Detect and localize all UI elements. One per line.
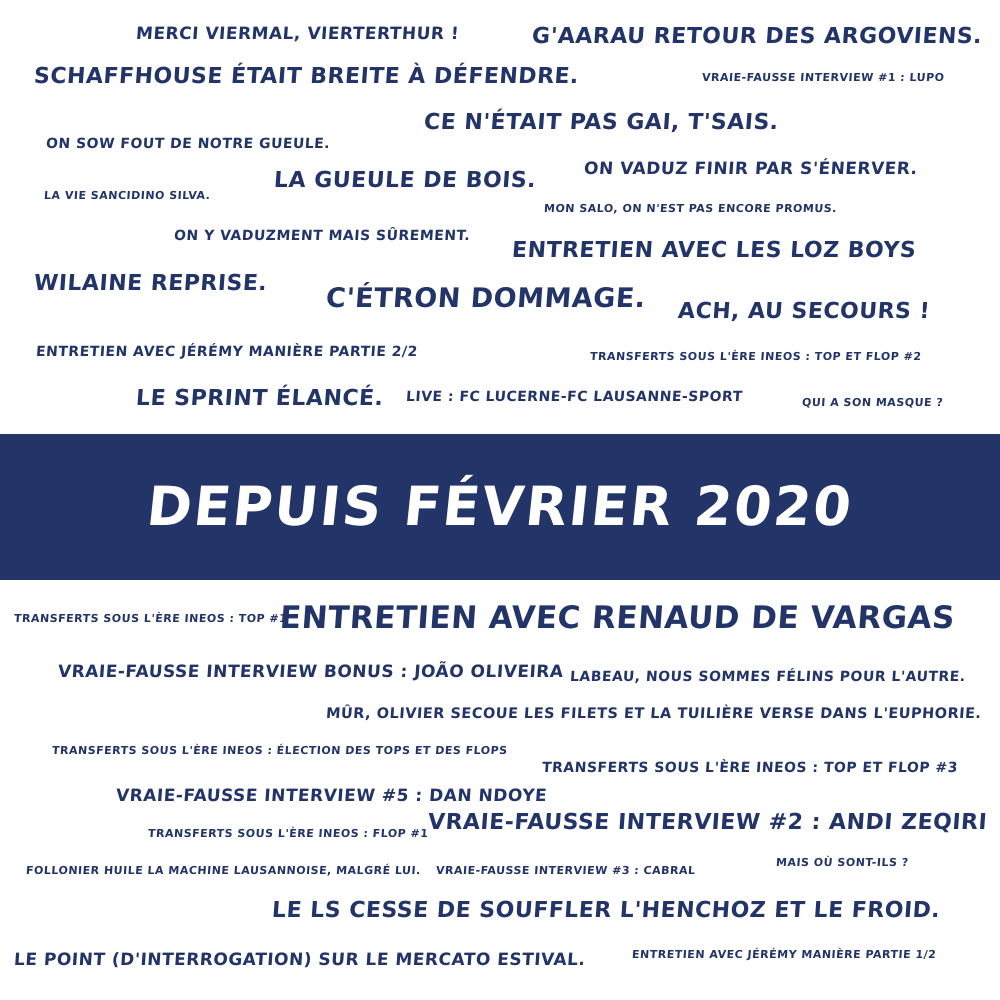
phrase-gaarau: G'AARAU RETOUR DES ARGOVIENS. bbox=[531, 24, 983, 49]
phrase-flop-1: TRANSFERTS SOUS L'ÈRE INEOS : FLOP #1 bbox=[147, 827, 429, 840]
phrase-pas-gai: CE N'ÉTAIT PAS GAI, T'SAIS. bbox=[423, 110, 780, 135]
phrase-sancidino: LA VIE SANCIDINO SILVA. bbox=[43, 189, 211, 202]
phrase-top-flop-2: TRANSFERTS SOUS L'ÈRE INEOS : TOP ET FLOP #2 bbox=[589, 350, 922, 363]
phrase-labeau: LABEAU, NOUS SOMMES FÉLINS POUR L'AUTRE. bbox=[569, 669, 967, 685]
phrase-mon-salo: MON SALO, ON N'EST PAS ENCORE PROMUS. bbox=[543, 202, 838, 215]
phrase-sow-fout: ON SOW FOUT DE NOTRE GUEULE. bbox=[45, 136, 331, 152]
phrase-top-1: TRANSFERTS SOUS L'ÈRE INEOS : TOP #1 bbox=[13, 612, 288, 625]
phrase-maniere-2-2: ENTRETIEN AVEC JÉRÉMY MANIÈRE PARTIE 2/2 bbox=[35, 344, 419, 360]
phrase-schaffhouse: SCHAFFHOUSE ÉTAIT BREITE À DÉFENDRE. bbox=[33, 64, 580, 89]
phrase-mercato: LE POINT (D'INTERROGATION) SUR LE MERCATO ESTIVAL. bbox=[13, 950, 587, 970]
phrase-top-flop-3: TRANSFERTS SOUS L'ÈRE INEOS : TOP ET FLOP #3 bbox=[541, 760, 959, 776]
phrase-renaud-de-vargas: ENTRETIEN AVEC RENAUD DE VARGAS bbox=[278, 600, 957, 636]
phrase-merci-viermal: MERCI VIERMAL, VIERTERTHUR ! bbox=[135, 24, 460, 44]
phrase-mur-olivier: MÛR, OLIVIER SECOUE LES FILETS ET LA TUILIÈRE VERSE DANS L'EUPHORIE. bbox=[325, 706, 983, 722]
phrase-interview-3: VRAIE-FAUSSE INTERVIEW #3 : CABRAL bbox=[435, 864, 696, 877]
phrase-follonier: FOLLONIER HUILE LA MACHINE LAUSANNOISE, MALGRÉ LUI. bbox=[25, 864, 422, 877]
phrase-interview-1-lupo: VRAIE-FAUSSE INTERVIEW #1 : LUPO bbox=[701, 71, 945, 84]
phrase-henchoz: LE LS CESSE DE SOUFFLER L'HENCHOZ ET LE FROID. bbox=[271, 898, 942, 923]
phrase-interview-5: VRAIE-FAUSSE INTERVIEW #5 : DAN NDOYE bbox=[115, 786, 548, 806]
phrase-loz-boys: ENTRETIEN AVEC LES LOZ BOYS bbox=[511, 238, 918, 263]
phrase-interview-2: VRAIE-FAUSSE INTERVIEW #2 : ANDI ZEQIRI bbox=[427, 810, 988, 835]
phrase-wilaine: WILAINE REPRISE. bbox=[33, 271, 269, 296]
phrase-live-lucerne: LIVE : FC LUCERNE-FC LAUSANNE-SPORT bbox=[405, 389, 744, 405]
phrase-maniere-1-2: ENTRETIEN AVEC JÉRÉMY MANIÈRE PARTIE 1/2 bbox=[631, 948, 937, 961]
phrase-gueule-de-bois: LA GUEULE DE BOIS. bbox=[273, 168, 537, 193]
phrase-masque: QUI A SON MASQUE ? bbox=[801, 396, 944, 409]
phrase-election-tops-flops: TRANSFERTS SOUS L'ÈRE INEOS : ÉLECTION DES TOPS ET DES FLOPS bbox=[51, 744, 509, 757]
phrase-cetron: C'ÉTRON DOMMAGE. bbox=[324, 283, 647, 314]
phrase-ach-secours: ACH, AU SECOURS ! bbox=[677, 299, 931, 324]
phrase-interview-bonus: VRAIE-FAUSSE INTERVIEW BONUS : JOÃO OLIVEIRA bbox=[57, 662, 565, 682]
phrase-mais-ou: MAIS OÙ SONT-ILS ? bbox=[775, 856, 910, 869]
phrase-vaduzment: ON Y VADUZMENT MAIS SÛREMENT. bbox=[173, 228, 471, 244]
band-title: DEPUIS FÉVRIER 2020 bbox=[143, 475, 857, 538]
phrase-sprint-elance: LE SPRINT ÉLANCÉ. bbox=[135, 386, 385, 411]
phrase-vaduz-finir: ON VADUZ FINIR PAR S'ÉNERVER. bbox=[583, 159, 919, 179]
